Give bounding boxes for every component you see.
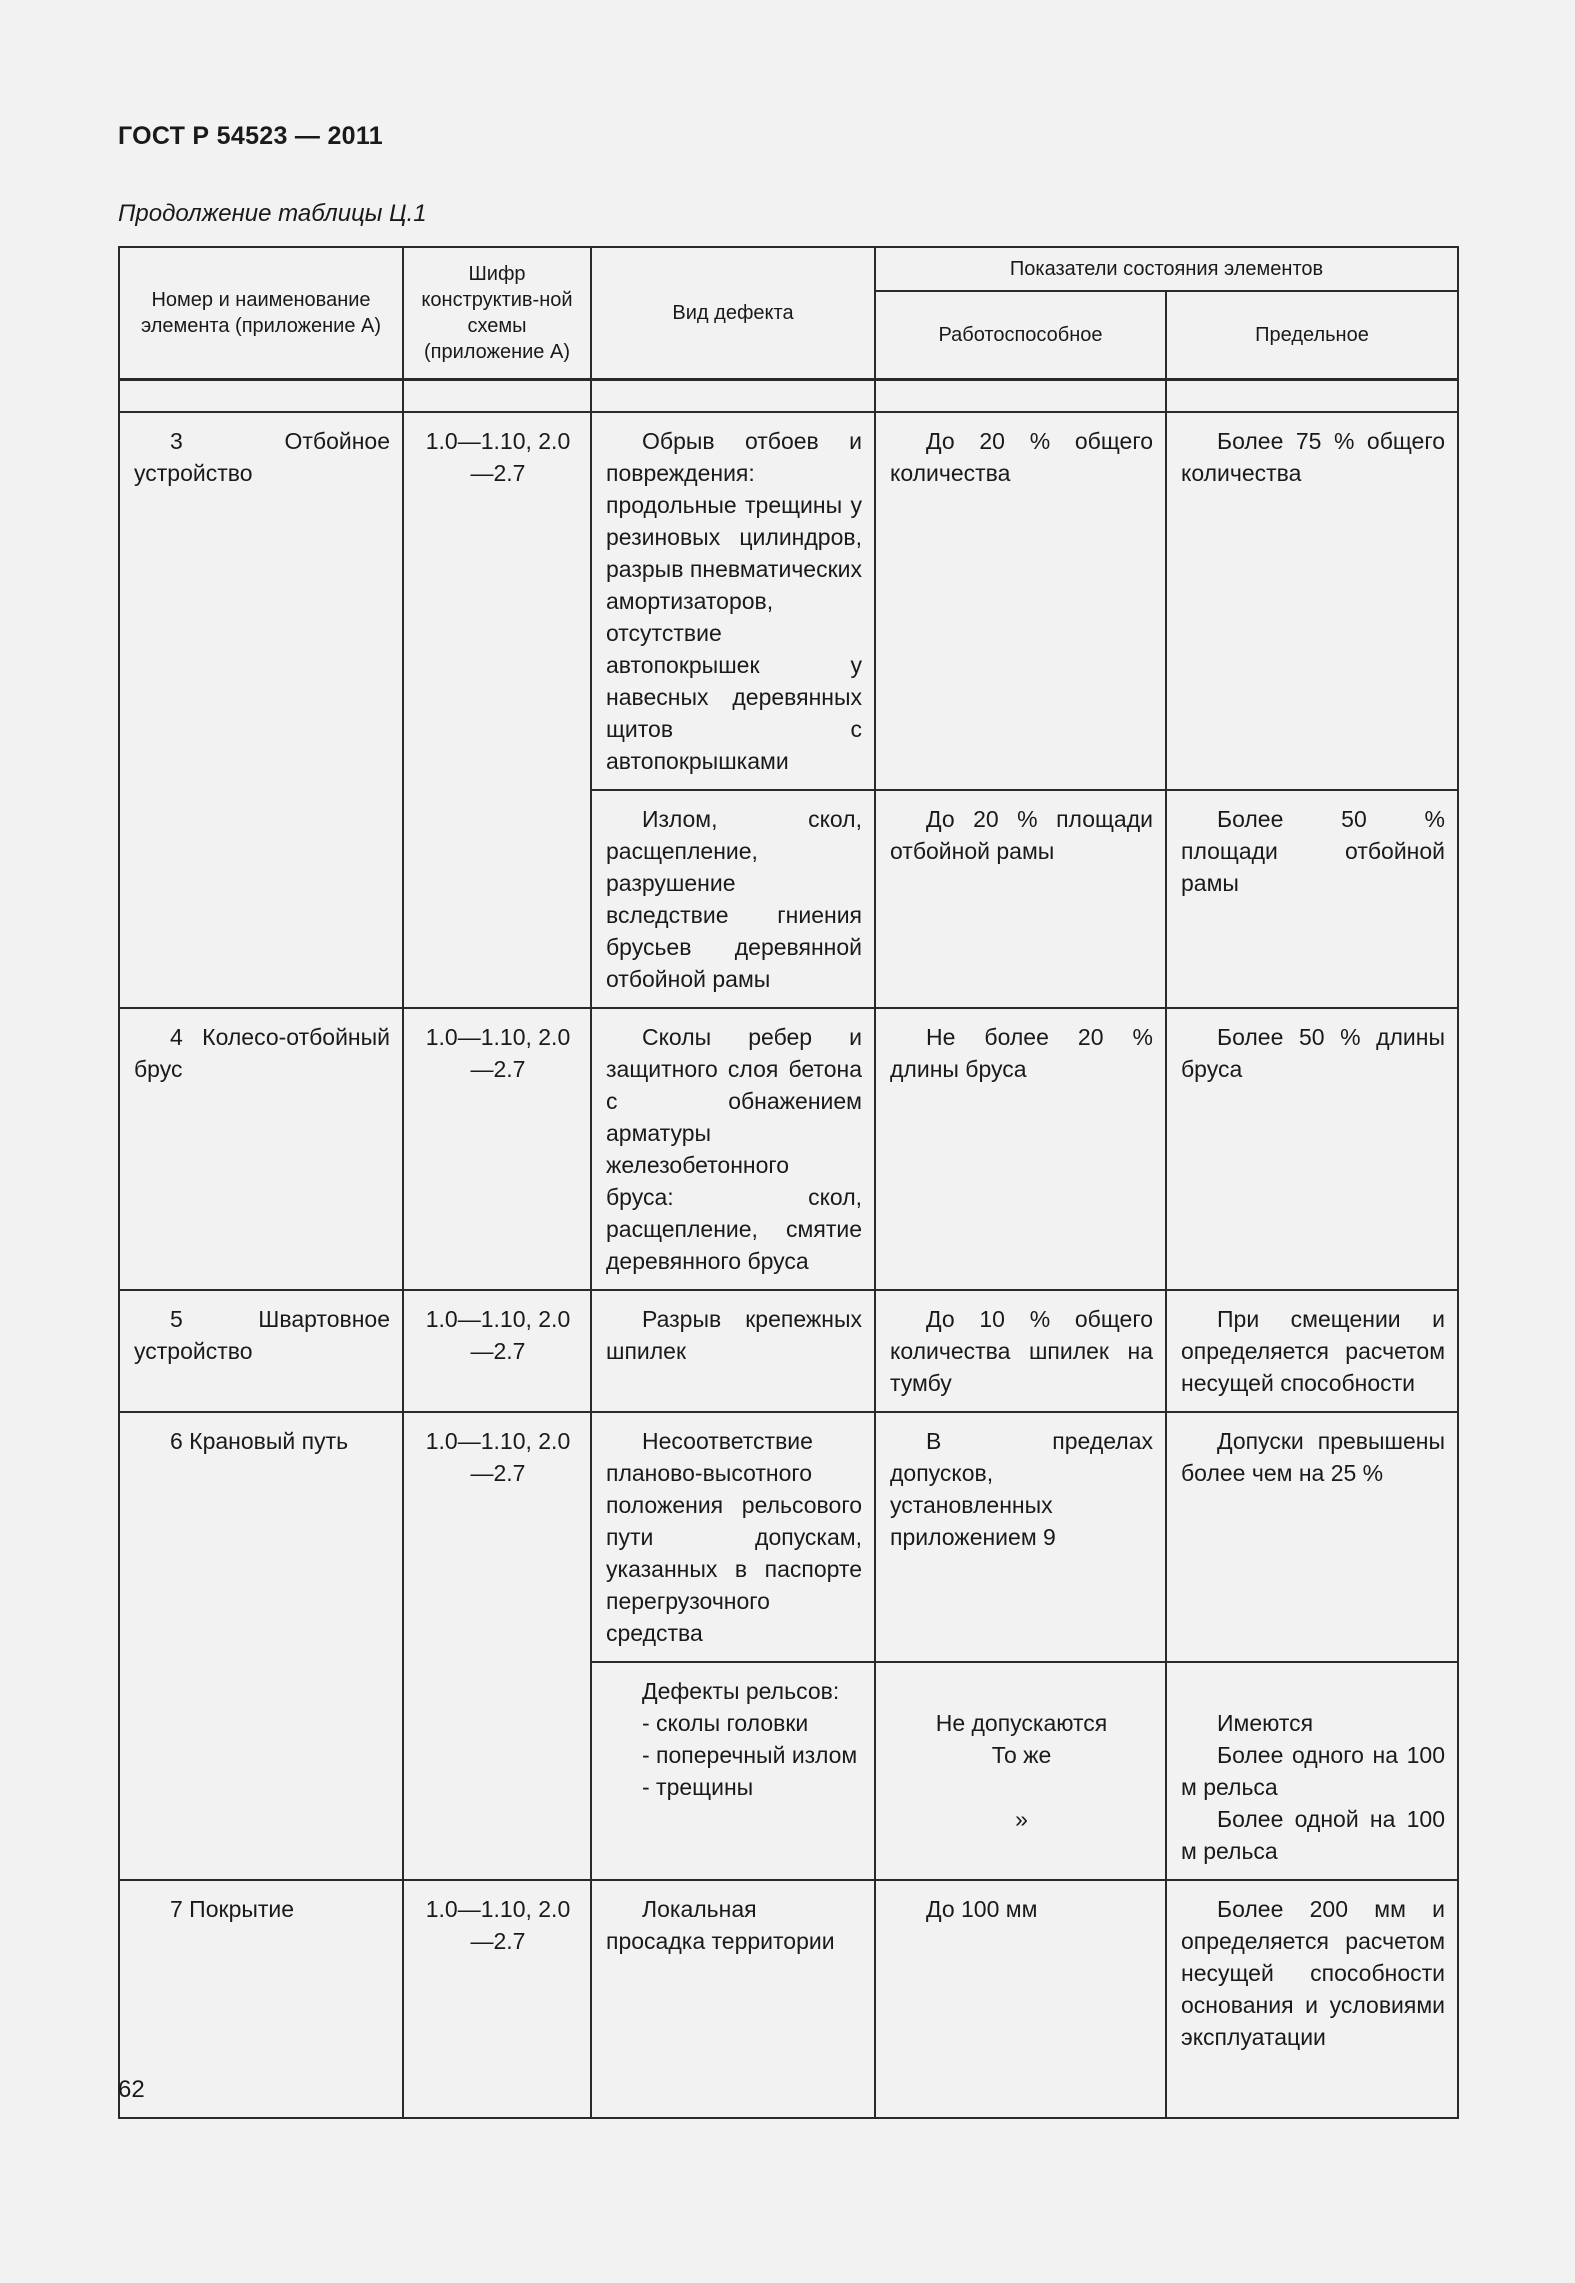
table-row	[119, 1412, 1458, 1662]
header-workable: Работоспособное	[875, 291, 1166, 380]
cell-code: 1.0—1.10, 2.0—2.7	[403, 1290, 591, 1412]
table-header	[119, 247, 1458, 380]
cell-limit: Более 200 мм и определяется расчетом несущей способности основания и условиями эксплуатации	[1166, 1880, 1458, 2118]
defect-list-item: - сколы головки	[642, 1710, 809, 1736]
cell-limit: Более 50 % площади отбойной рамы	[1166, 790, 1458, 1008]
cell-limit: Более 50 % длины бруса	[1166, 1008, 1458, 1290]
defect-list-item: - поперечный излом	[642, 1742, 858, 1768]
header-element: Номер и наименование элемента (приложение А)	[119, 247, 403, 380]
document-standard-header: ГОСТ Р 54523 — 2011	[118, 122, 383, 150]
cell-limit: При смещении и определяется расчетом несущей способности	[1166, 1290, 1458, 1412]
cell-workable: До 20 % общего количества	[875, 412, 1166, 790]
table-body	[119, 380, 1458, 2119]
cell-code: 1.0—1.10, 2.0—2.7	[403, 1008, 591, 1290]
table-row	[119, 1880, 1458, 2118]
cell-element: 6 Крановый путь	[119, 1412, 403, 1880]
defect-list-intro: Дефекты рельсов:	[642, 1678, 840, 1704]
limit-list-item: Более одной на 100 м рельса	[1181, 1806, 1446, 1864]
table-row	[119, 412, 1458, 790]
cell-code: 1.0—1.10, 2.0—2.7	[403, 412, 591, 1008]
table-row	[119, 1290, 1458, 1412]
workable-list-item: Не допускаются	[935, 1710, 1108, 1736]
cell-limit-list	[1166, 1662, 1458, 1880]
cell-code: 1.0—1.10, 2.0—2.7	[403, 1412, 591, 1880]
cell-workable: До 20 % площади отбойной рамы	[875, 790, 1166, 1008]
workable-list-item: То же	[991, 1742, 1052, 1768]
cell-defect: Обрыв отбоев и повреждения: продольные трещины у резиновых цилиндров, разрыв пневматических амортизаторов, отсутствие автопокрышек у навесных деревянных щитов с автопокрышками	[591, 412, 875, 790]
header-defect: Вид дефекта	[591, 247, 875, 380]
page-number: 62	[118, 2076, 145, 2103]
cell-defect-list	[591, 1662, 875, 1880]
cell-defect: Разрыв крепежных шпилек	[591, 1290, 875, 1412]
cell-defect: Несоответствие планово-высотного положения рельсового пути допускам, указанных в паспорте перегрузочного средства	[591, 1412, 875, 1662]
cell-element: 7 Покрытие	[119, 1880, 403, 2118]
cell-workable-list	[875, 1662, 1166, 1880]
cell-workable: Не более 20 % длины бруса	[875, 1008, 1166, 1290]
table-row	[119, 1008, 1458, 1290]
cell-defect: Локальная просадка территории	[591, 1880, 875, 2118]
header-code: Шифр конструктив-ной схемы (приложение А)	[403, 247, 591, 380]
header-separator	[119, 380, 1458, 413]
header-limit: Предельное	[1166, 291, 1458, 380]
limit-list-item: Более одного на 100 м рельса	[1181, 1742, 1446, 1800]
limit-list-item: Имеются	[1217, 1710, 1314, 1736]
defect-list-item: - трещины	[642, 1774, 754, 1800]
table-caption: Продолжение таблицы Ц.1	[118, 200, 427, 227]
cell-defect: Излом, скол, расщепление, разрушение вследствие гниения брусьев деревянной отбойной рамы	[591, 790, 875, 1008]
cell-defect: Сколы ребер и защитного слоя бетона с обнажением арматуры железобетонного бруса: скол, расщепление, смятие деревянного бруса	[591, 1008, 875, 1290]
cell-element: 3 Отбойное устройство	[119, 412, 403, 1008]
cell-workable: В пределах допусков, установленных приложением 9	[875, 1412, 1166, 1662]
cell-limit: Более 75 % общего количества	[1166, 412, 1458, 790]
cell-limit: Допуски превышены более чем на 25 %	[1166, 1412, 1458, 1662]
defects-table	[118, 246, 1459, 2119]
cell-element: 4 Колесо-отбойный брус	[119, 1008, 403, 1290]
header-indicators: Показатели состояния элементов	[875, 247, 1458, 291]
cell-element: 5 Швартовное устройство	[119, 1290, 403, 1412]
cell-workable: До 10 % общего количества шпилек на тумбу	[875, 1290, 1166, 1412]
cell-workable: До 100 мм	[875, 1880, 1166, 2118]
cell-code: 1.0—1.10, 2.0—2.7	[403, 1880, 591, 2118]
workable-list-item: »	[1015, 1806, 1028, 1832]
